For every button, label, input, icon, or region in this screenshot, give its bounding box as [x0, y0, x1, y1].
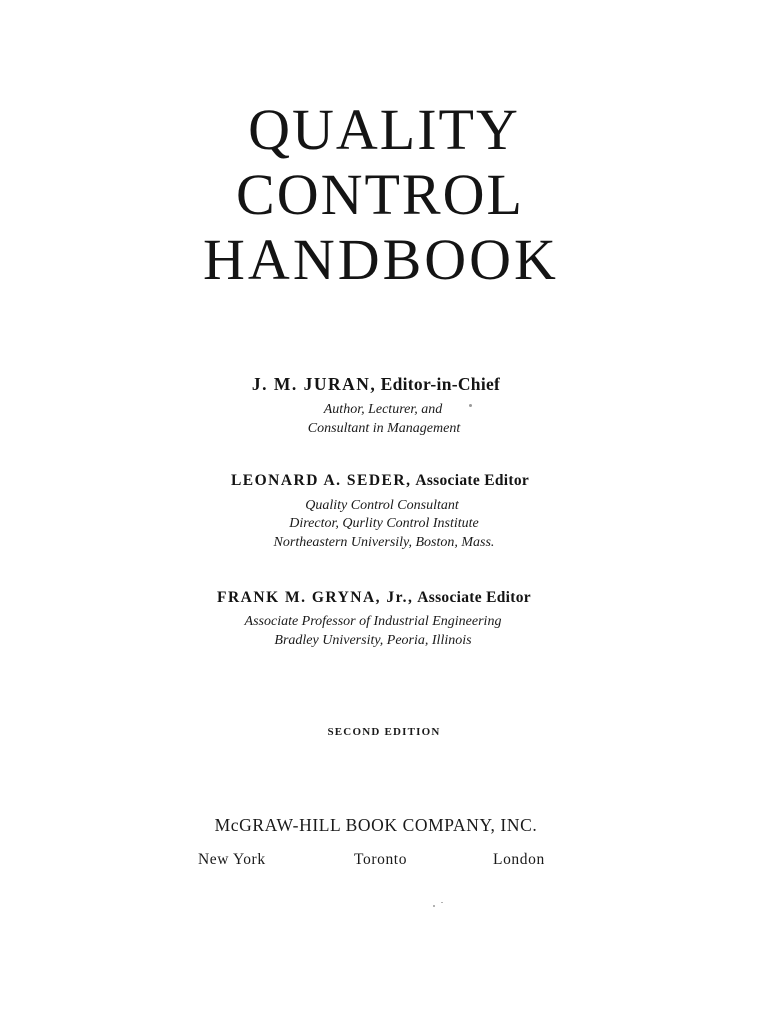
editor-affiliation: Quality Control Consultant [305, 498, 459, 513]
editor-affiliation: Consultant in Management [307, 421, 461, 436]
title-line-control: CONTROL [236, 162, 524, 227]
editor-affiliation: Director, Qurlity Control Institute [289, 516, 479, 531]
editor-role: Editor-in-Chief [380, 374, 501, 394]
editor-affiliation: Bradley University, Peoria, Illinois [274, 633, 472, 648]
editor-role: Associate Editor [417, 589, 531, 606]
associate-editor-name [0, 589, 758, 607]
editor-in-chief-name [0, 374, 760, 395]
publisher-name: McGRAW-HILL BOOK COMPANY, INC. [214, 815, 538, 835]
editor-affiliation: Northeastern Universily, Boston, Mass. [273, 535, 495, 550]
editor-affiliation: Associate Professor of Industrial Engineering [244, 614, 502, 629]
scan-speck [441, 902, 443, 903]
publisher-city: New York [198, 851, 266, 868]
editor-role: Associate Editor [415, 472, 530, 489]
publisher-city: London [493, 851, 545, 868]
editor-name: LEONARD A. SEDER, [230, 472, 412, 489]
title-line-quality: QUALITY [248, 97, 520, 162]
edition-label: SECOND EDITION [327, 726, 441, 738]
scan-speck [433, 905, 435, 907]
scan-speck [469, 404, 472, 407]
associate-editor-name [0, 472, 764, 490]
title-line-handbook: HANDBOOK [203, 227, 559, 292]
publisher-city: Toronto [354, 851, 408, 868]
editor-name: J. M. JURAN, [251, 374, 377, 394]
editor-affiliation: Author, Lecturer, and [323, 402, 443, 417]
editor-name: FRANK M. GRYNA, Jr., [217, 589, 414, 606]
